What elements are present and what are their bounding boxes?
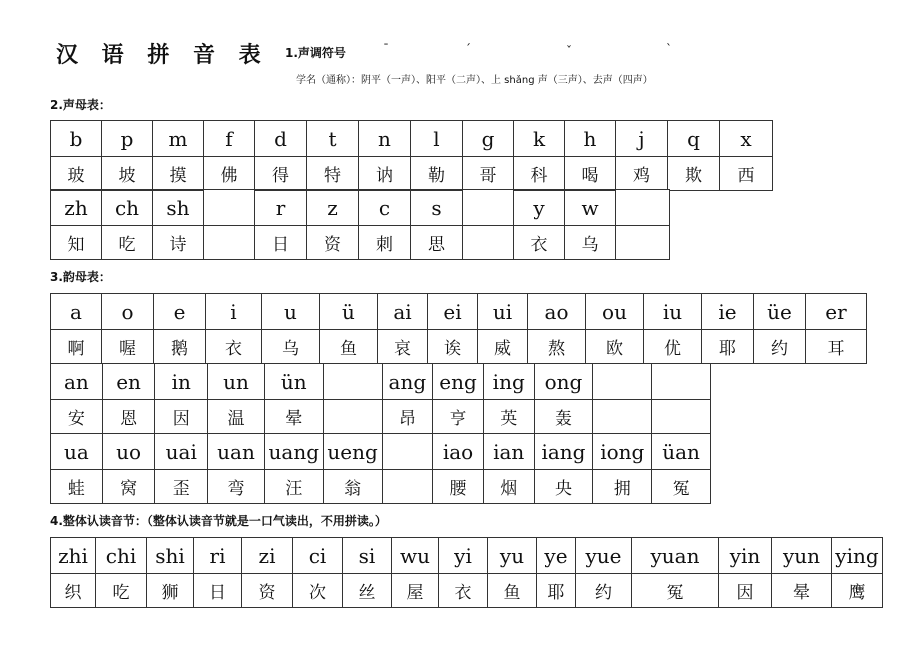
syllable-pinyin-cell: yu [488,538,537,574]
final-hanzi-cell: 英 [483,400,534,434]
syllable-hanzi-cell: 约 [576,574,632,608]
final-hanzi-cell: 腰 [433,470,484,504]
syllable-pinyin-cell: ci [293,538,343,574]
final-hanzi-cell: 优 [644,330,702,364]
initial-pinyin-cell: p [102,121,153,157]
final-hanzi-cell: 拥 [593,470,652,504]
initial-hanzi-cell: 西 [720,157,773,191]
final-hanzi-cell: 亨 [433,400,484,434]
final-pinyin-cell: ang [382,364,433,400]
syllable-hanzi-cell: 耶 [537,574,576,608]
tone-names-description: 学名（通称）：阴平（一声）、阳平（二声）、上 shǎng 声（三声）、去声（四声） [296,75,653,86]
final-pinyin-cell: un [208,364,265,400]
initial-hanzi-cell: 喝 [565,157,616,191]
syllable-hanzi-cell: 因 [719,574,772,608]
tone-mark-2: ˊ [465,42,471,56]
finals-table-row1 [50,293,867,364]
initial-pinyin-cell: zh [51,190,102,226]
final-hanzi-cell: 喔 [102,330,154,364]
final-hanzi-cell: 哀 [378,330,428,364]
syllable-hanzi-cell: 屋 [392,574,439,608]
syllable-pinyin-cell: ri [194,538,242,574]
initial-hanzi-cell: 诗 [153,226,204,260]
final-pinyin-cell: iang [534,434,593,470]
empty-cell [616,226,670,260]
final-hanzi-cell: 乌 [262,330,320,364]
syllable-pinyin-cell: ye [537,538,576,574]
initial-hanzi-cell: 日 [255,226,307,260]
empty-cell [652,364,711,400]
initial-pinyin-cell: y [514,190,565,226]
final-pinyin-cell: en [102,364,155,400]
final-pinyin-cell: ei [428,294,478,330]
final-pinyin-cell: üe [754,294,806,330]
final-hanzi-cell: 熬 [528,330,586,364]
final-hanzi-cell: 约 [754,330,806,364]
syllable-pinyin-cell: yuan [632,538,719,574]
initial-hanzi-cell: 科 [514,157,565,191]
empty-cell [204,226,255,260]
syllable-hanzi-cell: 衣 [439,574,488,608]
final-pinyin-cell: iong [593,434,652,470]
syllable-pinyin-cell: yin [719,538,772,574]
empty-cell [463,226,514,260]
syllable-pinyin-cell: yue [576,538,632,574]
initial-hanzi-cell: 思 [411,226,463,260]
final-pinyin-cell: uan [208,434,265,470]
final-pinyin-cell: ao [528,294,586,330]
initial-pinyin-cell: r [255,190,307,226]
whole-syllables-table [50,537,883,608]
syllable-pinyin-cell: wu [392,538,439,574]
initials-heading: 2.声母表： [50,98,111,112]
syllable-hanzi-cell: 日 [194,574,242,608]
initial-hanzi-cell: 特 [307,157,359,191]
final-hanzi-cell: 因 [155,400,208,434]
final-pinyin-cell: o [102,294,154,330]
initial-hanzi-cell: 摸 [153,157,204,191]
initial-hanzi-cell: 得 [255,157,307,191]
tone-mark-3: ˇ [566,44,572,58]
final-hanzi-cell: 蛙 [51,470,103,504]
syllable-hanzi-cell: 冤 [632,574,719,608]
final-hanzi-cell: 弯 [208,470,265,504]
finals-table-row3 [50,433,711,504]
final-pinyin-cell: uang [264,434,323,470]
initial-pinyin-cell: z [307,190,359,226]
initial-pinyin-cell: q [668,121,720,157]
initial-hanzi-cell: 乌 [565,226,616,260]
initial-hanzi-cell: 吃 [102,226,153,260]
empty-cell [382,434,433,470]
final-pinyin-cell: uai [155,434,208,470]
tone-mark-4: ˋ [666,42,672,56]
syllable-hanzi-cell: 鹰 [832,574,883,608]
final-hanzi-cell: 衣 [206,330,262,364]
final-hanzi-cell: 歪 [155,470,208,504]
final-pinyin-cell: ai [378,294,428,330]
final-hanzi-cell: 央 [534,470,593,504]
initial-pinyin-cell: f [204,121,255,157]
final-pinyin-cell: an [51,364,103,400]
final-hanzi-cell: 温 [208,400,265,434]
final-pinyin-cell: ie [702,294,754,330]
final-pinyin-cell: ü [320,294,378,330]
final-pinyin-cell: ün [264,364,323,400]
initials-table-row2 [50,189,670,260]
initial-pinyin-cell: k [514,121,565,157]
initial-hanzi-cell: 佛 [204,157,255,191]
final-hanzi-cell: 耶 [702,330,754,364]
finals-table-row2 [50,363,711,434]
final-pinyin-cell: ui [478,294,528,330]
final-pinyin-cell: ueng [323,434,382,470]
syllable-hanzi-cell: 鱼 [488,574,537,608]
initial-hanzi-cell: 知 [51,226,102,260]
final-hanzi-cell: 窝 [102,470,155,504]
final-hanzi-cell: 汪 [264,470,323,504]
empty-cell [323,400,382,434]
initials-table [50,120,773,191]
empty-cell [593,364,652,400]
final-hanzi-cell: 安 [51,400,103,434]
initial-hanzi-cell: 欺 [668,157,720,191]
empty-cell [616,190,670,226]
empty-cell [463,190,514,226]
final-hanzi-cell: 烟 [483,470,534,504]
initial-pinyin-cell: sh [153,190,204,226]
page-title: 汉 语 拼 音 表 [56,43,269,68]
final-hanzi-cell: 诶 [428,330,478,364]
initial-hanzi-cell: 勒 [411,157,463,191]
initial-pinyin-cell: b [51,121,102,157]
initial-hanzi-cell: 讷 [359,157,411,191]
empty-cell [652,400,711,434]
syllable-hanzi-cell: 狮 [147,574,194,608]
initial-hanzi-cell: 刺 [359,226,411,260]
initial-hanzi-cell: 玻 [51,157,102,191]
final-hanzi-cell: 翁 [323,470,382,504]
initial-hanzi-cell: 衣 [514,226,565,260]
final-pinyin-cell: ing [483,364,534,400]
syllable-hanzi-cell: 次 [293,574,343,608]
final-hanzi-cell: 威 [478,330,528,364]
syllable-pinyin-cell: yi [439,538,488,574]
final-hanzi-cell: 昂 [382,400,433,434]
final-hanzi-cell: 冤 [652,470,711,504]
final-hanzi-cell: 耳 [806,330,867,364]
initial-pinyin-cell: c [359,190,411,226]
syllable-pinyin-cell: chi [96,538,147,574]
initial-hanzi-cell: 鸡 [616,157,668,191]
final-hanzi-cell: 啊 [51,330,102,364]
final-pinyin-cell: eng [433,364,484,400]
syllable-pinyin-cell: si [343,538,392,574]
syllable-pinyin-cell: ying [832,538,883,574]
initial-hanzi-cell: 坡 [102,157,153,191]
empty-cell [382,470,433,504]
empty-cell [323,364,382,400]
syllable-pinyin-cell: zi [242,538,293,574]
final-pinyin-cell: ian [483,434,534,470]
final-pinyin-cell: in [155,364,208,400]
final-pinyin-cell: e [154,294,206,330]
initial-pinyin-cell: j [616,121,668,157]
empty-cell [204,190,255,226]
final-hanzi-cell: 欧 [586,330,644,364]
initial-hanzi-cell: 哥 [463,157,514,191]
initial-pinyin-cell: l [411,121,463,157]
empty-cell [593,400,652,434]
initial-pinyin-cell: t [307,121,359,157]
final-hanzi-cell: 鹅 [154,330,206,364]
syllable-pinyin-cell: shi [147,538,194,574]
initial-pinyin-cell: ch [102,190,153,226]
final-pinyin-cell: u [262,294,320,330]
syllable-pinyin-cell: yun [772,538,832,574]
final-pinyin-cell: ou [586,294,644,330]
final-hanzi-cell: 晕 [264,400,323,434]
final-pinyin-cell: i [206,294,262,330]
final-pinyin-cell: er [806,294,867,330]
initial-pinyin-cell: h [565,121,616,157]
tone-marks-heading: 1.声调符号 [285,46,346,60]
initial-pinyin-cell: g [463,121,514,157]
final-pinyin-cell: ua [51,434,103,470]
syllable-hanzi-cell: 晕 [772,574,832,608]
final-pinyin-cell: ong [534,364,593,400]
initial-pinyin-cell: d [255,121,307,157]
final-pinyin-cell: iao [433,434,484,470]
final-hanzi-cell: 鱼 [320,330,378,364]
final-pinyin-cell: uo [102,434,155,470]
syllable-hanzi-cell: 丝 [343,574,392,608]
initial-hanzi-cell: 资 [307,226,359,260]
final-pinyin-cell: iu [644,294,702,330]
final-pinyin-cell: üan [652,434,711,470]
initial-pinyin-cell: x [720,121,773,157]
final-hanzi-cell: 恩 [102,400,155,434]
whole-syllables-heading: 4.整体认读音节：（整体认读音节就是一口气读出，不用拼读。） [50,514,387,528]
syllable-pinyin-cell: zhi [51,538,96,574]
syllable-hanzi-cell: 资 [242,574,293,608]
initial-pinyin-cell: n [359,121,411,157]
initial-pinyin-cell: m [153,121,204,157]
initial-pinyin-cell: w [565,190,616,226]
syllable-hanzi-cell: 织 [51,574,96,608]
finals-heading: 3.韵母表： [50,270,111,284]
tone-mark-1: ˉ [383,42,389,56]
final-pinyin-cell: a [51,294,102,330]
initial-pinyin-cell: s [411,190,463,226]
syllable-hanzi-cell: 吃 [96,574,147,608]
final-hanzi-cell: 轰 [534,400,593,434]
